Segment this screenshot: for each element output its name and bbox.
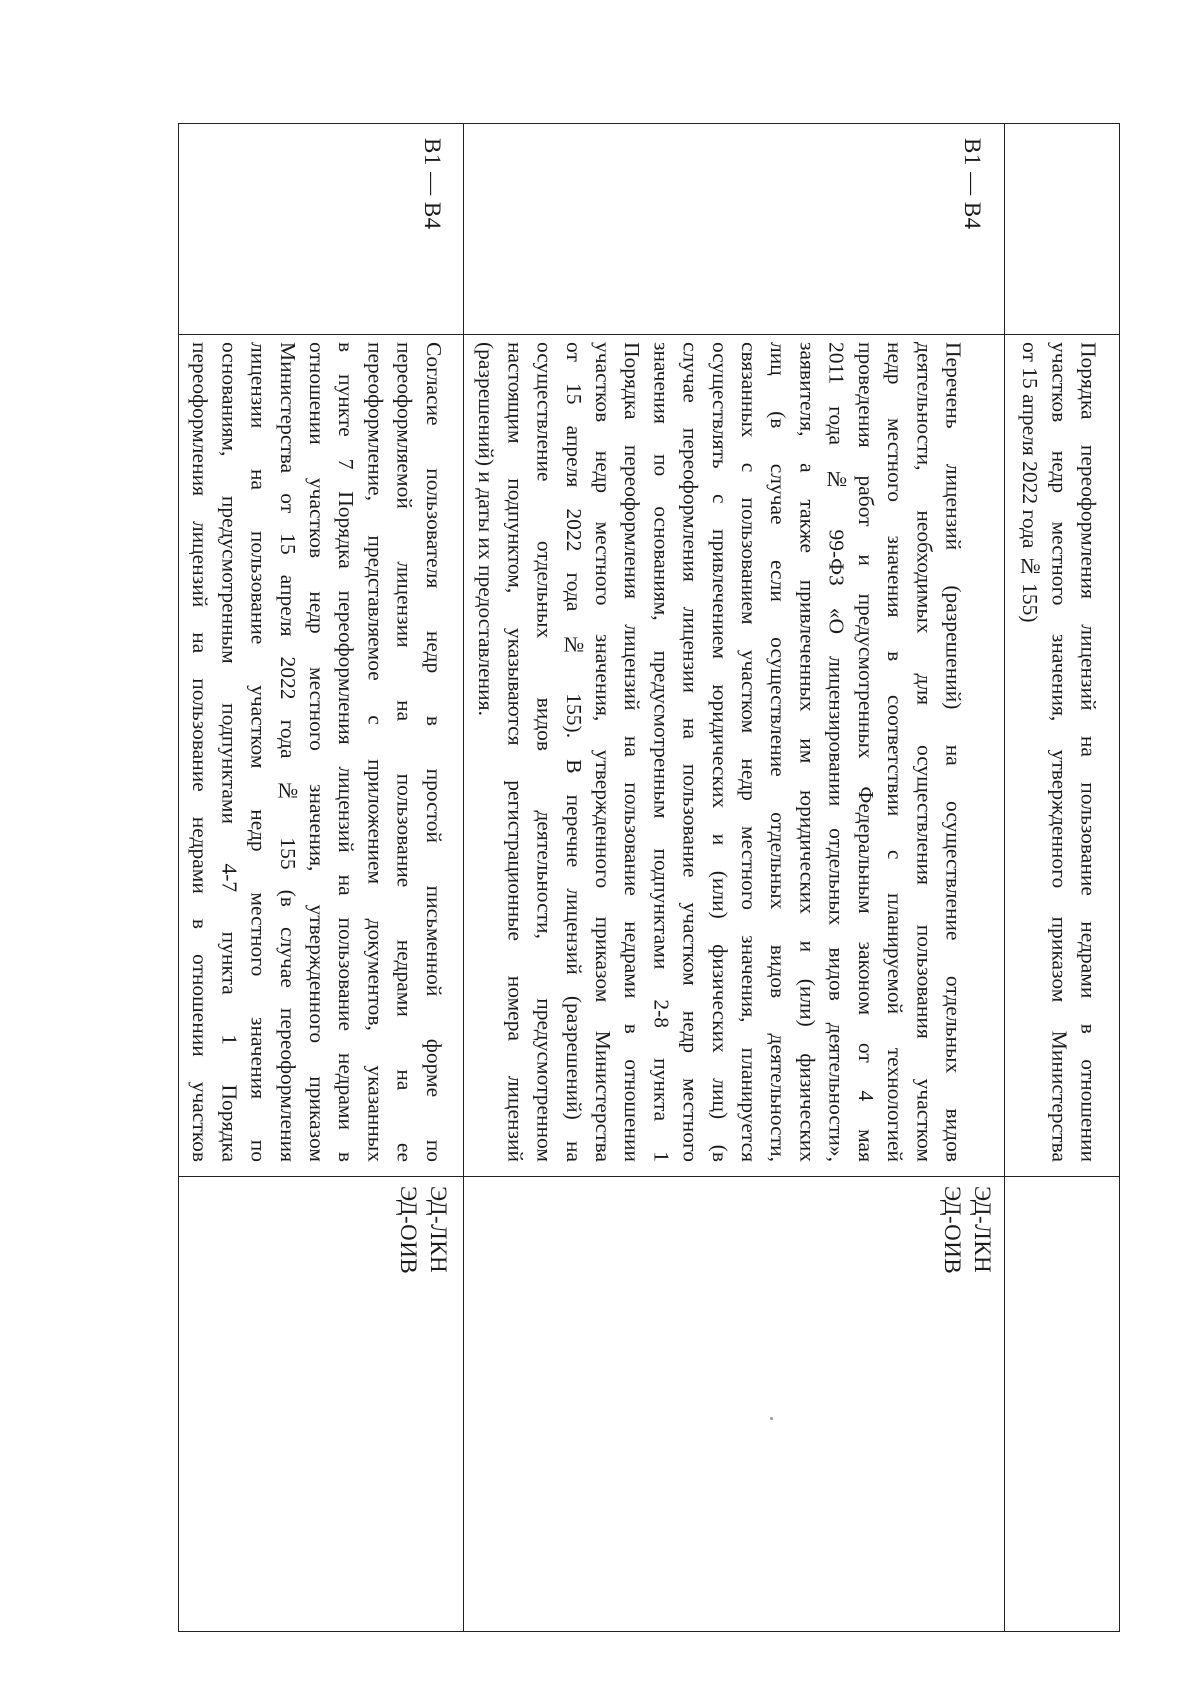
scan-speck <box>770 1417 773 1420</box>
row-3-text <box>185 342 448 1162</box>
row-2-line: связанных с пользованием участком недр местного значения, планируется <box>737 342 762 1162</box>
row-2-line: Перечень лицензий (разрешений) на осуществление отдельных видов <box>941 342 966 1162</box>
documents-table <box>178 123 1120 1632</box>
row-2-line: участков недр местного значения, утвержденного приказом Министерства <box>591 342 616 1162</box>
row-3-format: ЭД-ЛКН <box>426 1186 451 1274</box>
row-2-line: случае переоформления лицензии на пользование участком недр местного <box>678 342 703 1162</box>
column-divider <box>179 1176 1119 1177</box>
row-3-line: Согласие пользователя недр в простой письменной форме по <box>421 342 446 1162</box>
row-1-line: Порядка переоформления лицензий на пользование недрами в отношении <box>1076 342 1101 1162</box>
row-2-format: ЭД-ОИВ <box>940 1186 965 1275</box>
row-2-line: осуществление отдельных видов деятельности, предусмотренном <box>532 342 557 1162</box>
row-1-text <box>1015 342 1103 1162</box>
row-divider <box>1004 124 1005 1631</box>
row-2-line: недр местного значения в соответствии с планируемой технологией <box>883 342 908 1162</box>
row-3-line: основаниям, предусмотренным подпунктами 4-7 пункта 1 Порядка <box>217 342 242 1162</box>
row-1-line: участков недр местного значения, утвержденного приказом Министерства <box>1047 342 1072 1162</box>
row-2-line: (разрешений) и даты их предоставления. <box>474 342 499 716</box>
row-2-line: от 15 апреля 2022 года № 155). В перечне лицензий (разрешений) на <box>561 342 586 1162</box>
row-2-format: ЭД-ЛКН <box>970 1186 995 1274</box>
row-2-line: 2011 года № 99-ФЗ «О лицензировании отдельных видов деятельности», <box>824 342 849 1162</box>
row-divider <box>463 124 464 1631</box>
row-3-format: ЭД-ОИВ <box>396 1186 421 1275</box>
row-2-line: деятельности, необходимых для осуществления пользования участком <box>912 342 937 1162</box>
row-2-line: осуществлять с привлечением юридических и (или) физических лиц) (в <box>707 342 732 1162</box>
row-2-line: Порядка переоформления лицензий на пользование недрами в отношении <box>620 342 645 1162</box>
row-3-line: лицензии на пользование участком недр местного значения по <box>246 342 271 1162</box>
row-2-line: значения по основаниям, предусмотренным подпунктами 2-8 пункта 1 <box>649 342 674 1162</box>
row-3-code: В1 — В4 <box>420 138 445 230</box>
row-1-line: от 15 апреля 2022 года № 155) <box>1018 342 1043 623</box>
row-3-line: переоформление, представляемое с приложением документов, указанных <box>363 342 388 1162</box>
row-2-text <box>471 342 967 1162</box>
row-3-line: Министерства от 15 апреля 2022 года № 155 (в случае переоформления <box>275 342 300 1162</box>
row-3-line: в пункте 7 Порядка переоформления лицензий на пользование недрами в <box>334 342 359 1162</box>
row-3-line: переоформляемой лицензии на пользование недрами на ее <box>392 342 417 1162</box>
row-2-line: заявителя, а также привлеченных им юридических и (или) физических <box>795 342 820 1162</box>
row-3-line: отношении участков недр местного значения, утвержденного приказом <box>305 342 330 1162</box>
row-2-code: В1 — В4 <box>960 138 985 230</box>
row-2-line: проведения работ и предусмотренных Федеральным законом от 4 мая <box>853 342 878 1162</box>
row-3-line: переоформления лицензий на пользование недрами в отношении участков <box>188 342 213 1162</box>
row-2-line: лиц (в случае если осуществление отдельных видов деятельности, <box>766 342 791 1162</box>
row-2-line: настоящим подпунктом, указываются регистрационные номера лицензий <box>503 342 528 1162</box>
column-divider <box>179 334 1119 335</box>
